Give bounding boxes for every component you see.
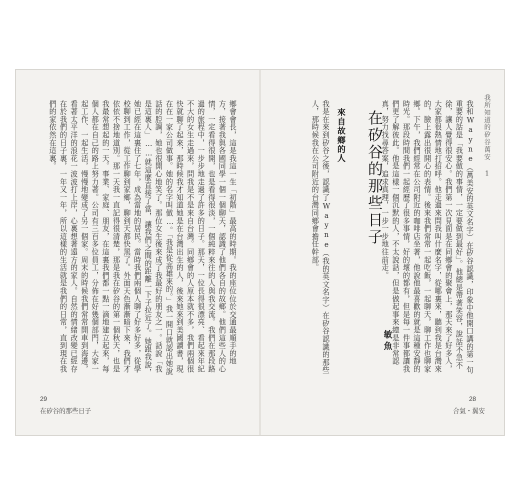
left-page	[16, 70, 259, 435]
section-heading: 來自故鄉的人	[337, 108, 347, 164]
section-intro-text: 我是在來到矽谷之後，認識了Wayne（我的英文名字）在矽谷認識的那些人，那時候我在公司附近的台灣同鄉會擔任幹部。	[311, 100, 331, 375]
right-page	[261, 70, 504, 435]
right-page-number: 28	[469, 396, 477, 403]
left-page-number: 29	[40, 396, 48, 403]
left-page-footer: 在矽谷的那些日子	[40, 407, 92, 415]
left-page-body-text: 鄉會會長，這是我這一生「初階」最高的時期。我的座位位於交通最順手的地方，接著我與各國同學一個一個聊天，認識了他們各自的故鄉。他們這些人的心情，一定看得很開，也是看得很淡，一個純粹來往的人與我交流。我們在那段路過的旅程中，一步步地走過了許多的日子。那天，一位長得很漂亮、看起來年紀不大的女生走過來，問我是不是來自台灣。同鄉會的人原本就不多，我們兩個很快就聊了起來，那時候我才知道她是在台灣出生的人，後來她來到美國讀書，現在在一家公司做事。她的名字叫做…。「我是從高雄來的。」我一開口就認出她說話的腔調，她也很開心地笑了。那位女生後來成了我最好的朋友之一。話說「我是這裏人」……就這麼直接了當，讓我們之間的距離一下子拉近了。她跟我說，她已經在這裏住了七年，成為當地的居民。當時我們兩個人聊了好多好多，從學校聊到工作，從工作聊到家鄉，聊到天都快黑了。外面天色漸漸暗下來，我們才依依不捨地道別。那一天我一直記得很清楚，那是我在矽谷的第一個秋天，也是我最常想起的一天。事業、家庭、朋友，在這裏我們都一點一滴地建立起來，每個人都在自己的路上努力著。公司有三百多位員工，分佈在好幾個部門，大家一起工作、一起生活，慢慢地變成了另一個家。周末的時候我們常常開車到海邊，看著太平洋的浪花一波波打上岸，心裏想著遠方的家人。自然的情緒改變已經存在於我們的日子裏，一年又一年，所以這樣的生活就是我們的日常，直到現在我們的家依然在這裏。	[48, 100, 238, 377]
author-name: 敏魚	[382, 330, 392, 354]
right-page-body-text: 我和Wayne（萬美安的英文名字）在矽谷認識，印象中他開口講的第一句重要的話是「我要做的事情，一定要做到最好」。他總是帶著笑容，說話不急不徐，讓人覺得很安心。我們第一次見面是在同鄉會的聚會上，那天來了好多人，大家都很熱情地打招呼。他走過來問我叫什麼名字，從哪裏來，聽到我是台灣來的，臉上露出很開心的表情。後來我們常常一起吃飯，一起聊天，聊工作也聊家鄉。下午，我們經常在公司附近的咖啡店坐著，他說他最喜歡的就是這種安靜的時光。那段時間我們一起經歷了很多事情，好的壞的都有，但是每一件事都讓我們更了解彼此。他是這樣一個沉默的人，不太說話，但是做起事來總是非常認真，努力找尋答案，追求真理，一步一步地往前走。	[381, 100, 475, 375]
book-spread	[16, 70, 504, 435]
chapter-title: 在矽谷的那些日子	[366, 110, 384, 246]
right-page-footer: 合氣・翼安	[453, 407, 485, 415]
running-head: 我所知道的矽谷萬安 1	[483, 94, 491, 179]
